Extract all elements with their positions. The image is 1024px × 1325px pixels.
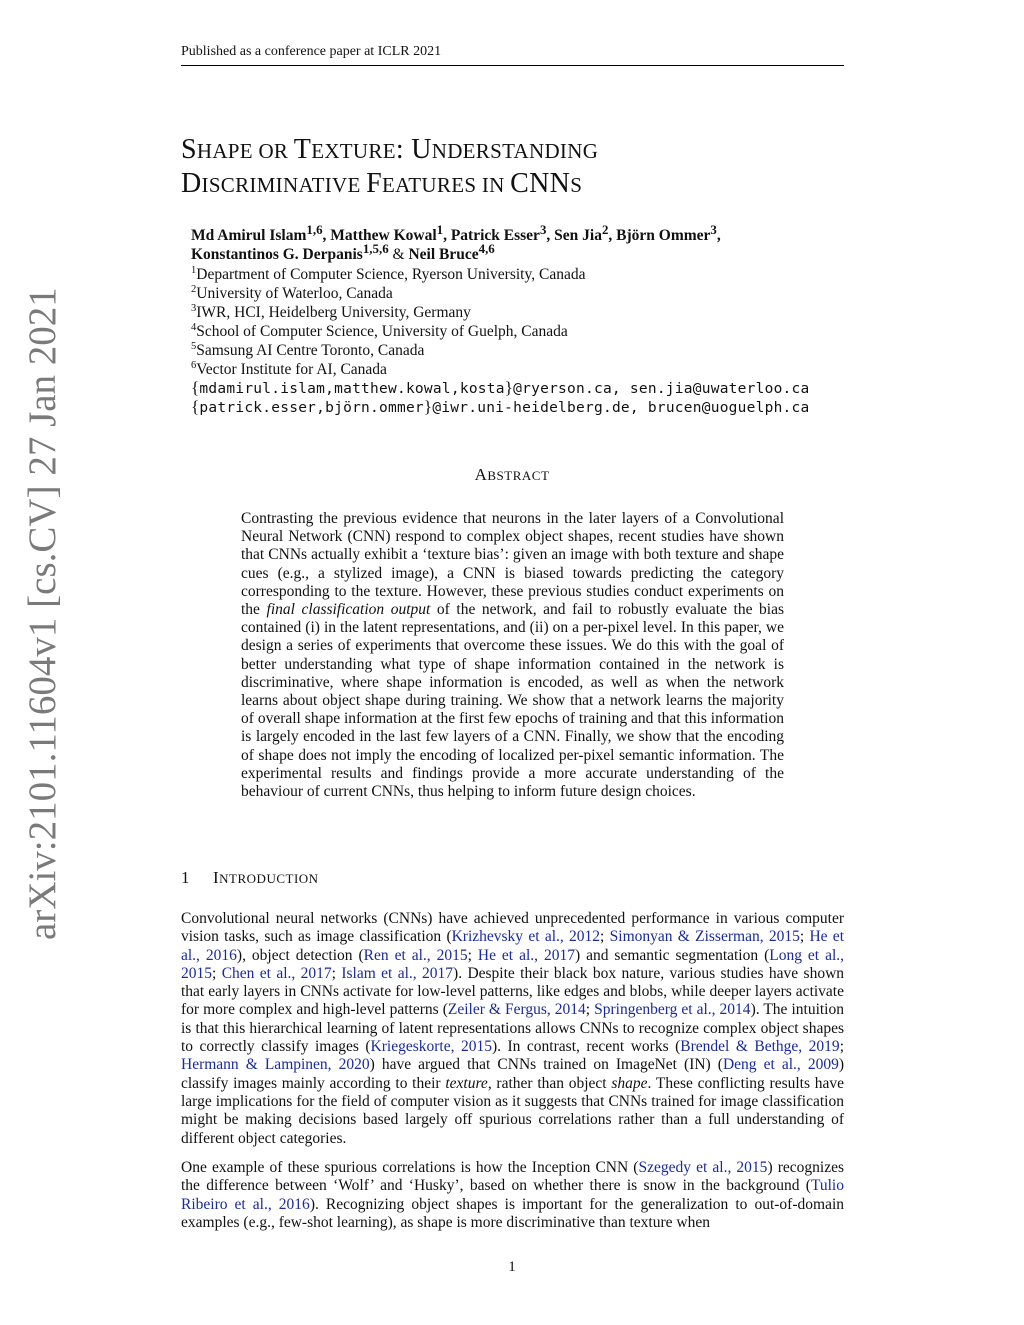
affiliation-sup: 2 xyxy=(191,283,197,295)
running-header: Published as a conference paper at ICLR 2021 xyxy=(181,44,442,59)
paper-title-line-2 xyxy=(181,168,582,200)
body-text: ). Despite their black box nature, various studies have shown that early layers in CNNs activate for low-level patterns, like edges and blobs, while deeper layers activate for more complex and high-level patterns ( xyxy=(181,964,845,1019)
email-domain: @ryerson.ca, sen.jia@uwaterloo.ca xyxy=(513,381,810,397)
title-colon: : xyxy=(395,134,412,165)
body-text: ). Recognizing object shapes is important for the generalization to out-of-domain examples (e.g., few-shot learning), as shape is more discriminative than texture when xyxy=(181,1195,844,1231)
title-smallcaps: S xyxy=(570,173,583,197)
body-text: ), object detection ( xyxy=(236,946,364,964)
citation-link[interactable]: Simonyan & Zisserman, 2015 xyxy=(609,928,800,946)
affiliation-sup: 5 xyxy=(191,340,197,352)
author-sup: 1,5,6 xyxy=(362,240,389,256)
author-line-2 xyxy=(191,240,495,264)
author-name: , Patrick Esser xyxy=(443,227,540,244)
email-brace: } xyxy=(423,397,433,416)
affiliation-text: Department of Computer Science, Ryerson University, Canada xyxy=(196,266,586,283)
section-title-smallcaps: NTRODUCTION xyxy=(219,871,319,886)
body-text: . These conflicting results have large implications for the field of computer vision as it suggests that CNNs trained for image classification might be making decisions based largely off spurious correlations rather than a full understanding of different object categories. xyxy=(181,1074,845,1147)
email-brace: } xyxy=(504,378,514,397)
abstract-heading-smallcaps: BSTRACT xyxy=(487,468,550,483)
affiliation-text: Samsung AI Centre Toronto, Canada xyxy=(196,342,425,359)
title-cap: D xyxy=(181,168,202,199)
affiliation-text: University of Waterloo, Canada xyxy=(196,285,393,302)
abstract-heading-cap: A xyxy=(474,465,488,484)
body-text: ; xyxy=(839,1038,844,1056)
affiliation-sup: 6 xyxy=(191,359,197,371)
body-text: ) classify images mainly according to their xyxy=(181,1056,844,1092)
body-text: ; xyxy=(212,964,222,982)
body-text: Convolutional neural networks (CNNs) have achieved unprecedented performance in various computer vision tasks, such as image classification ( xyxy=(181,910,844,946)
body-text: , rather than object xyxy=(487,1074,612,1092)
citation-link[interactable]: Long et al., 2015 xyxy=(181,946,845,982)
email-brace: { xyxy=(191,397,200,416)
author-line-1 xyxy=(191,221,721,245)
citation-link[interactable]: He et al., 2016 xyxy=(181,928,844,964)
citation-link[interactable]: Hermann & Lampinen, 2020 xyxy=(181,1056,370,1074)
citation-link[interactable]: Tulio Ribeiro et al., 2016 xyxy=(181,1177,844,1213)
section-title-cap: I xyxy=(213,868,220,887)
author-name: Md Amirul Islam xyxy=(191,227,307,244)
affiliation-sup: 3 xyxy=(191,302,197,314)
email-domain: @iwr.uni-heidelberg.de, brucen@uoguelph.ca xyxy=(432,400,810,416)
title-cap: T xyxy=(293,134,312,165)
intro-paragraph-2 xyxy=(181,1159,844,1232)
emphasis-text: texture xyxy=(445,1074,488,1092)
email-names: mdamirul.islam,matthew.kowal,kosta xyxy=(199,381,505,397)
body-text: ; xyxy=(585,1001,595,1019)
citation-link[interactable]: He et al., 2017 xyxy=(477,946,575,964)
email-line-2 xyxy=(191,397,810,417)
paper-title-line-1 xyxy=(181,134,598,166)
author-sup: 1 xyxy=(436,221,444,237)
body-text: ) have argued that CNNs trained on ImageNet (IN) ( xyxy=(369,1056,723,1074)
title-smallcaps: NDERSTANDING xyxy=(431,139,599,163)
email-names: patrick.esser,björn.ommer xyxy=(199,400,424,416)
affiliation xyxy=(191,304,471,322)
body-text: One example of these spurious correlations is how the Inception CNN ( xyxy=(181,1159,639,1176)
citation-link[interactable]: Deng et al., 2009 xyxy=(722,1056,839,1074)
body-text: ) and semantic segmentation ( xyxy=(574,946,770,964)
affiliation xyxy=(191,285,393,303)
citation-link[interactable]: Szegedy et al., 2015 xyxy=(638,1159,768,1176)
author-sup: 3 xyxy=(710,221,717,237)
author-name: Konstantinos G. Derpanis xyxy=(191,246,363,263)
title-cap: CNN xyxy=(510,168,571,199)
author-name: , Matthew Kowal xyxy=(322,227,437,244)
body-text: ; xyxy=(799,928,810,946)
page-number: 1 xyxy=(508,1259,516,1275)
affiliation xyxy=(191,361,387,379)
title-smallcaps: ISCRIMINATIVE xyxy=(201,173,367,197)
body-text: ; xyxy=(331,964,342,982)
section-title xyxy=(213,868,319,888)
affiliation-text: Vector Institute for AI, Canada xyxy=(196,361,387,378)
affiliation-sup: 1 xyxy=(191,264,197,276)
author-name: Neil Bruce xyxy=(408,246,479,263)
title-smallcaps: HAPE OR xyxy=(196,139,294,163)
abstract-text: Contrasting the previous evidence that neurons in the later layers of a Convolutional Neural Network (CNN) respond to complex object shapes, recent studies have shown that CNNs actually exhibit a ‘texture bias’: given an image with both texture and shape cues (e.g., a stylized image), a CNN is biased towards predicting the category corresponding to the texture. However, these previous studies conduct experiments on the xyxy=(241,510,784,619)
citation-link[interactable]: Krizhevsky et al., 2012 xyxy=(451,928,601,946)
abstract-body xyxy=(241,510,784,801)
author-sup: 4,6 xyxy=(478,240,495,256)
body-text: ). In contrast, recent works ( xyxy=(491,1038,681,1056)
title-smallcaps: EATURES IN xyxy=(382,173,511,197)
citation-link[interactable]: Springenberg et al., 2014 xyxy=(594,1001,751,1019)
author-sup: 3 xyxy=(539,221,547,237)
citation-link[interactable]: Ren et al., 2015 xyxy=(363,946,468,964)
emphasis-text: shape xyxy=(611,1074,648,1092)
body-text: ). The intuition is that this hierarchical learning of latent representations allows CNNs to recognize complex object shapes to correctly classify images ( xyxy=(181,1001,844,1056)
citation-link[interactable]: Islam et al., 2017 xyxy=(341,964,454,982)
affiliation xyxy=(191,266,585,284)
author-name: , Sen Jia xyxy=(546,227,602,244)
title-cap: F xyxy=(366,168,383,199)
header-rule xyxy=(181,65,844,66)
affiliation xyxy=(191,342,424,360)
affiliation-sup: 4 xyxy=(191,321,197,333)
citation-link[interactable]: Kriegeskorte, 2015 xyxy=(370,1038,492,1056)
citation-link[interactable]: Chen et al., 2017 xyxy=(221,964,332,982)
author-ampersand: & xyxy=(388,246,409,263)
title-smallcaps: EXTURE xyxy=(311,139,396,163)
abstract-text: of the network, and fail to robustly evaluate the bias contained (i) in the latent representations, and (ii) on a per-pixel level. In this paper, we design a series of experiments that overcome these issues. We do this with the goal of better understanding what type of shape information contained in the network is discriminative, where shape information is encoded, as well as when the network learns about object shape during training. We show that a network learns the majority of overall shape information at the first few epochs of training and that this information is largely encoded in the last few layers of a CNN. Finally, we show that the encoding of shape does not imply the encoding of localized per-pixel semantic information. The experimental results and findings provide a more accurate understanding of the behaviour of current CNNs, thus helping to inform future design choices. xyxy=(241,601,785,801)
abstract-emphasis: final classification output xyxy=(266,601,431,619)
arxiv-side-stamp: arXiv:2101.11604v1 [cs.CV] 27 Jan 2021 xyxy=(21,287,64,940)
affiliation-text: School of Computer Science, University of Guelph, Canada xyxy=(196,323,568,340)
author-name: , Björn Ommer xyxy=(608,227,711,244)
author-sup: 2 xyxy=(601,221,609,237)
section-number: 1 xyxy=(181,868,190,887)
abstract-heading xyxy=(0,465,1024,485)
body-text: ; xyxy=(467,946,478,964)
citation-link[interactable]: Brendel & Bethge, 2019 xyxy=(680,1038,840,1056)
title-cap: U xyxy=(411,134,432,165)
affiliation xyxy=(191,323,568,341)
author-sup: 1,6 xyxy=(306,221,323,237)
affiliation-text: IWR, HCI, Heidelberg University, Germany xyxy=(196,304,471,321)
body-text: ; xyxy=(600,928,610,946)
email-brace: { xyxy=(191,378,200,397)
title-cap: S xyxy=(181,134,197,165)
author-sep: , xyxy=(716,227,721,244)
citation-link[interactable]: Zeiler & Fergus, 2014 xyxy=(447,1001,586,1019)
email-line-1 xyxy=(191,378,810,398)
intro-paragraph-1 xyxy=(181,910,844,1148)
body-text: ) recognizes the difference between ‘Wolf’ and ‘Husky’, based on whether there is snow in the background ( xyxy=(181,1159,844,1195)
